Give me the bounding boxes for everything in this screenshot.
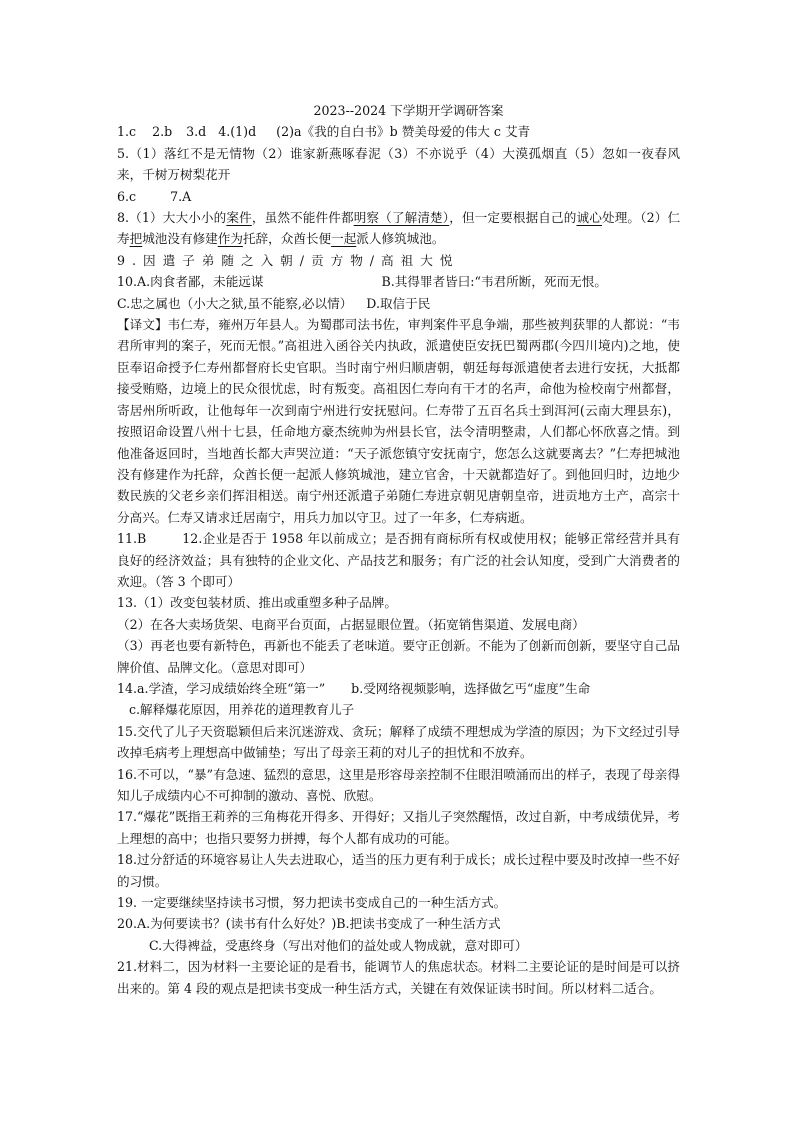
answer-3: 3.d bbox=[186, 124, 207, 140]
answer-10-c: C.忠之属也（小大之狱,虽不能察,必以情） bbox=[117, 295, 353, 311]
answer-14-a: 14.a.学渣，学习成绩始终全班“第一” bbox=[117, 680, 326, 696]
answer-13-3: （3）再老也要有新特色，再新也不能丢了老味道。要守正创新。不能为了创新而创新，要坚守自己品牌价值、品牌文化。（意思对即可） bbox=[117, 638, 680, 675]
answer-20-row-2: C.大得裨益，受惠终身（写出对他们的益处或人物成就，意对即可） bbox=[149, 937, 528, 953]
answer-14-row-1 bbox=[117, 678, 680, 699]
answer-13-1: 13.（1）改变包装材质、推出或重塑多种子品牌。 bbox=[117, 595, 397, 611]
answer-8: 8.（1）大大小小的案件，虽然不能件件都明察（了解清楚），但一定要根据自己的诚心处理。（2）仁寿把城池没有修建作为托辞，众酋长便一起派人修筑城池。 bbox=[117, 210, 681, 247]
answer-13-2: （2）在各大卖场货架、电商平台页面，占据显眼位置。（拓宽销售渠道、发展电商） bbox=[117, 616, 585, 632]
page-title: 2023--2024 下学期开学调研答案 bbox=[313, 103, 504, 118]
answer-1: 1.c bbox=[117, 124, 137, 140]
answer-19: 19. 一定要继续坚持读书习惯，努力把读书变成自己的一种生活方式。 bbox=[117, 895, 507, 911]
answer-10-b: B.其得罪者皆曰:“韦君所断，死而无恨。 bbox=[381, 274, 607, 290]
answer-9: 9.因遣子弟随之入朝/贡方物/高祖大悦 bbox=[117, 252, 460, 268]
answer-6: 6.c bbox=[117, 188, 137, 204]
answer-20-row-1: 20.A.为何要读书？(读书有什么好处？)B.把读书变成了一种生活方式 bbox=[117, 916, 501, 932]
keyword-underline: 一起 bbox=[331, 231, 357, 247]
answer-7: 7.A bbox=[170, 188, 192, 204]
answer-2: 2.b bbox=[152, 124, 173, 140]
answer-12: 12.企业是否于 1958 年以前成立；是否拥有商标所有权或使用权；能够正常经营并具有良好的经济效益；具有独特的企业文化、产品技艺和服务；有广泛的社会认知度，受到广大消费者的欢迎。（答 3 个即可） bbox=[117, 531, 680, 589]
answer-10-row-2 bbox=[117, 293, 680, 314]
answer-17: 17.“爆花”既指王莉养的三角梅花开得多、开得好；又指儿子突然醒悟，改过自新，中考成绩优异，考上理想的高中；也指只要努力拼搏，每个人都有成功的可能。 bbox=[117, 809, 680, 846]
translation-paragraph: 【译文】韦仁寿，雍州万年县人。为蜀郡司法书佐，审判案件平息争端，那些被判获罪的人都说：“韦君所审判的案子，死而无恨。”高祖进入函谷关内执政，派遣使臣安抚巴蜀两郡(今四川境内)之地，使臣奉诏命授予仁寿州都督府长史官职。当时南宁州归顺唐朝，朝廷每每派遣使者去进行安抚，大抵都接受贿赂，边境上的民众很忧虑，时有叛变。高祖因仁寿向有干才的名声，命他为检校南宁州都督，寄居州所听政，让他每年一次到南宁州进行安抚慰问。仁寿带了五百名兵士到洱河(云南大理县东)，按照诏命设置八州十七县，任命地方豪杰统帅为州县长官，法令清明整肃，人们都心怀欣喜之情。到他准备返回时，当地酋长都大声哭泣道：“天子派您镇守安抚南宁，您怎么这就要离去？”仁寿把城池没有修建作为托辞，众酋长便一起派人修筑城池，建立官舍，十天就都造好了。到他回归时，边地少数民族的父老乡亲们挥泪相送。南宁州还派遣子弟随仁寿进京朝见唐朝皇帝，进贡地方土产，高宗十分高兴。仁寿又请求迁居南宁，用兵力加以守卫。过了一年多，仁寿病逝。 bbox=[117, 317, 680, 525]
answer-4-2: (2)a《我的自白书》b 赞美母爱的伟大 c 艾青 bbox=[276, 124, 531, 140]
answer-18: 18.过分舒适的环境容易让人失去进取心，适当的压力更有利于成长；成长过程中要及时改掉一些不好的习惯。 bbox=[117, 852, 680, 889]
answer-10-d: D.取信于民 bbox=[366, 295, 431, 311]
answer-4-1: 4.(1)d bbox=[218, 124, 257, 140]
answer-10-a: 10.A.肉食者鄙，未能远谋 bbox=[117, 274, 264, 290]
answer-15: 15.交代了儿子天资聪颖但后来沉迷游戏、贪玩；解释了成绩不理想成为学渣的原因；为下文经过引导改掉毛病考上理想高中做铺垫；写出了母亲王莉的对儿子的担忧和不放弃。 bbox=[117, 723, 680, 761]
keyword-underline: 作为 bbox=[217, 231, 243, 247]
keyword-underline: 案件 bbox=[226, 210, 252, 226]
answer-row-1-4 bbox=[117, 121, 680, 142]
answer-10-row-1 bbox=[117, 271, 680, 292]
keyword-underline: 诚心 bbox=[576, 210, 602, 226]
answer-11-12 bbox=[117, 528, 680, 592]
answer-5: 5.（1）落红不是无情物（2）谁家新燕啄春泥（3）不亦说乎（4）大漠孤烟直（5）忽如一夜春风来，千树万树梨花开 bbox=[117, 145, 680, 183]
answer-16: 16.不可以，“暴”有急速、猛烈的意思，这里是形容母亲控制不住眼泪喷涌而出的样子，表现了母亲得知儿子成绩内心不可抑制的激动、喜悦、欣慰。 bbox=[117, 766, 680, 803]
answer-11: 11.B bbox=[117, 531, 147, 547]
answer-14-c: c.解释爆花原因，用养花的道理教育儿子 bbox=[129, 702, 355, 718]
answer-21: 21.材料二，因为材料一主要论证的是看书，能调节人的焦虑状态。材料二主要论证的是时间是可以挤出来的。第 4 段的观点是把读书变成一种生活方式，关键在有效保证读书时间。所以材料二适合。 bbox=[117, 959, 680, 996]
answer-row-6-7 bbox=[117, 186, 680, 207]
answer-14-b: b.受网络视频影响，选择做乞丐“虚度”生命 bbox=[351, 680, 591, 696]
answer-sheet bbox=[117, 100, 680, 999]
keyword-underline: 把 bbox=[129, 231, 143, 247]
keyword-underline: 明察（了解清楚） bbox=[353, 210, 450, 226]
